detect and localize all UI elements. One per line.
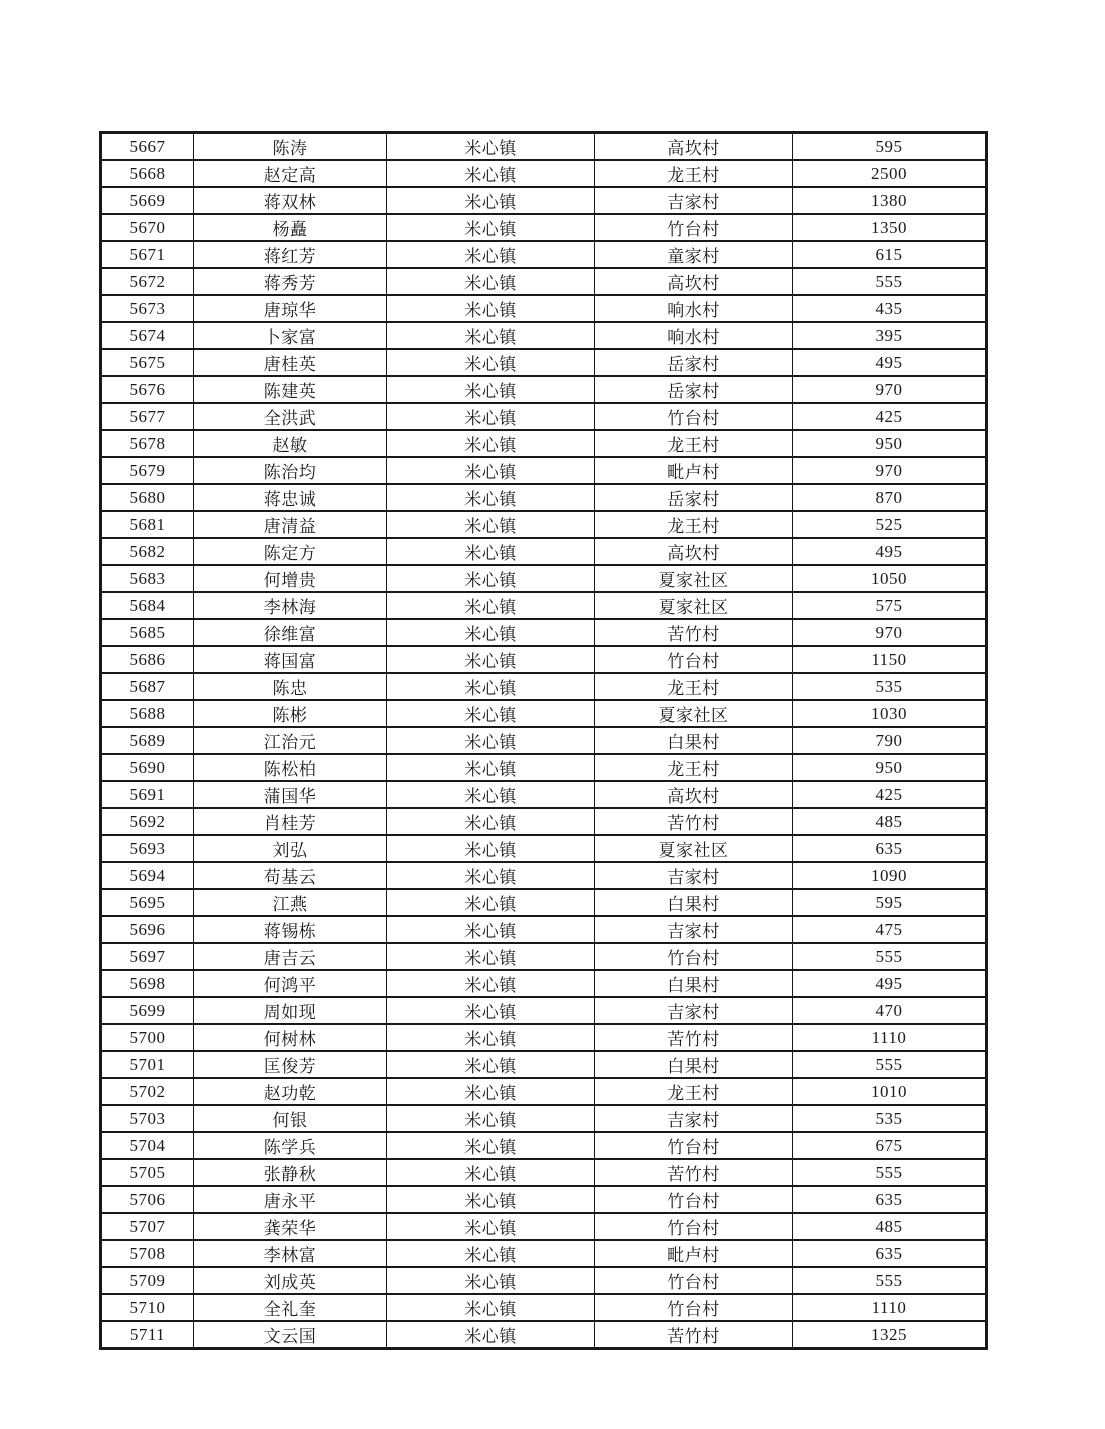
cell-town-name: 米心镇: [387, 754, 595, 781]
cell-amount: 1325: [793, 1321, 987, 1349]
cell-amount: 790: [793, 727, 987, 754]
cell-amount: 535: [793, 1105, 987, 1132]
cell-town-name: 米心镇: [387, 1294, 595, 1321]
table-row: [101, 1294, 987, 1321]
cell-village-name: 苦竹村: [595, 1321, 793, 1349]
pay-table-body: [101, 133, 987, 1349]
cell-person-name: 苟基云: [194, 862, 387, 889]
cell-amount: 635: [793, 1240, 987, 1267]
cell-village-name: 白果村: [595, 889, 793, 916]
cell-town-name: 米心镇: [387, 376, 595, 403]
cell-serial-number: 5671: [101, 241, 194, 268]
table-row: [101, 538, 987, 565]
cell-town-name: 米心镇: [387, 835, 595, 862]
cell-village-name: 苦竹村: [595, 1024, 793, 1051]
table-row: [101, 457, 987, 484]
cell-town-name: 米心镇: [387, 943, 595, 970]
cell-amount: 495: [793, 970, 987, 997]
table-row: [101, 835, 987, 862]
table-row: [101, 619, 987, 646]
table-row: [101, 484, 987, 511]
cell-town-name: 米心镇: [387, 1132, 595, 1159]
cell-person-name: 何树林: [194, 1024, 387, 1051]
cell-town-name: 米心镇: [387, 619, 595, 646]
cell-amount: 470: [793, 997, 987, 1024]
table-row: [101, 241, 987, 268]
cell-amount: 970: [793, 619, 987, 646]
cell-serial-number: 5676: [101, 376, 194, 403]
cell-person-name: 何鸿平: [194, 970, 387, 997]
cell-person-name: 唐吉云: [194, 943, 387, 970]
cell-person-name: 龚荣华: [194, 1213, 387, 1240]
cell-amount: 1380: [793, 187, 987, 214]
cell-amount: 2500: [793, 160, 987, 187]
cell-serial-number: 5672: [101, 268, 194, 295]
cell-amount: 615: [793, 241, 987, 268]
cell-town-name: 米心镇: [387, 1105, 595, 1132]
cell-person-name: 李林富: [194, 1240, 387, 1267]
cell-village-name: 吉家村: [595, 187, 793, 214]
cell-person-name: 江治元: [194, 727, 387, 754]
table-row: [101, 322, 987, 349]
cell-person-name: 蒋秀芳: [194, 268, 387, 295]
cell-serial-number: 5699: [101, 997, 194, 1024]
cell-serial-number: 5675: [101, 349, 194, 376]
cell-serial-number: 5674: [101, 322, 194, 349]
cell-amount: 495: [793, 538, 987, 565]
cell-serial-number: 5667: [101, 133, 194, 161]
cell-village-name: 夏家社区: [595, 565, 793, 592]
cell-person-name: 蒋红芳: [194, 241, 387, 268]
cell-serial-number: 5681: [101, 511, 194, 538]
cell-village-name: 夏家社区: [595, 835, 793, 862]
table-row: [101, 268, 987, 295]
cell-serial-number: 5692: [101, 808, 194, 835]
cell-serial-number: 5707: [101, 1213, 194, 1240]
cell-amount: 970: [793, 457, 987, 484]
cell-serial-number: 5695: [101, 889, 194, 916]
cell-village-name: 夏家社区: [595, 592, 793, 619]
cell-amount: 1150: [793, 646, 987, 673]
cell-person-name: 蒋锡栋: [194, 916, 387, 943]
cell-amount: 635: [793, 835, 987, 862]
payment-roster-table: [99, 131, 988, 1350]
cell-serial-number: 5685: [101, 619, 194, 646]
cell-serial-number: 5705: [101, 1159, 194, 1186]
cell-village-name: 龙王村: [595, 1078, 793, 1105]
cell-village-name: 岳家村: [595, 349, 793, 376]
table-row: [101, 727, 987, 754]
cell-village-name: 白果村: [595, 727, 793, 754]
cell-person-name: 陈学兵: [194, 1132, 387, 1159]
cell-town-name: 米心镇: [387, 214, 595, 241]
cell-town-name: 米心镇: [387, 1267, 595, 1294]
cell-serial-number: 5708: [101, 1240, 194, 1267]
cell-amount: 1350: [793, 214, 987, 241]
cell-amount: 1110: [793, 1024, 987, 1051]
cell-village-name: 白果村: [595, 1051, 793, 1078]
cell-serial-number: 5709: [101, 1267, 194, 1294]
cell-serial-number: 5679: [101, 457, 194, 484]
cell-town-name: 米心镇: [387, 700, 595, 727]
table-row: [101, 214, 987, 241]
cell-town-name: 米心镇: [387, 1321, 595, 1349]
table-row: [101, 403, 987, 430]
cell-town-name: 米心镇: [387, 241, 595, 268]
table-row: [101, 754, 987, 781]
cell-village-name: 响水村: [595, 322, 793, 349]
cell-amount: 555: [793, 1051, 987, 1078]
cell-amount: 555: [793, 1267, 987, 1294]
cell-amount: 595: [793, 133, 987, 161]
cell-serial-number: 5677: [101, 403, 194, 430]
cell-town-name: 米心镇: [387, 1051, 595, 1078]
cell-person-name: 陈松柏: [194, 754, 387, 781]
cell-person-name: 蒋忠诚: [194, 484, 387, 511]
cell-village-name: 竹台村: [595, 1186, 793, 1213]
cell-town-name: 米心镇: [387, 673, 595, 700]
cell-village-name: 竹台村: [595, 646, 793, 673]
table-row: [101, 1105, 987, 1132]
cell-village-name: 苦竹村: [595, 1159, 793, 1186]
cell-amount: 1050: [793, 565, 987, 592]
cell-person-name: 唐永平: [194, 1186, 387, 1213]
cell-serial-number: 5689: [101, 727, 194, 754]
table-row: [101, 1051, 987, 1078]
cell-village-name: 龙王村: [595, 160, 793, 187]
cell-person-name: 陈彬: [194, 700, 387, 727]
cell-person-name: 陈涛: [194, 133, 387, 161]
cell-amount: 485: [793, 808, 987, 835]
cell-town-name: 米心镇: [387, 862, 595, 889]
cell-amount: 555: [793, 943, 987, 970]
cell-person-name: 江燕: [194, 889, 387, 916]
table-row: [101, 430, 987, 457]
cell-serial-number: 5701: [101, 1051, 194, 1078]
cell-serial-number: 5704: [101, 1132, 194, 1159]
cell-town-name: 米心镇: [387, 349, 595, 376]
cell-town-name: 米心镇: [387, 295, 595, 322]
table-row: [101, 133, 987, 161]
cell-person-name: 刘弘: [194, 835, 387, 862]
cell-village-name: 童家村: [595, 241, 793, 268]
cell-serial-number: 5710: [101, 1294, 194, 1321]
cell-village-name: 苦竹村: [595, 808, 793, 835]
cell-town-name: 米心镇: [387, 1240, 595, 1267]
cell-amount: 425: [793, 781, 987, 808]
table-row: [101, 970, 987, 997]
cell-person-name: 赵定高: [194, 160, 387, 187]
table-row: [101, 1321, 987, 1349]
table-row: [101, 1267, 987, 1294]
cell-serial-number: 5691: [101, 781, 194, 808]
cell-village-name: 竹台村: [595, 214, 793, 241]
cell-person-name: 全洪武: [194, 403, 387, 430]
table-row: [101, 646, 987, 673]
cell-town-name: 米心镇: [387, 1186, 595, 1213]
cell-person-name: 杨矗: [194, 214, 387, 241]
cell-village-name: 白果村: [595, 970, 793, 997]
table-row: [101, 889, 987, 916]
cell-village-name: 龙王村: [595, 511, 793, 538]
cell-person-name: 肖桂芳: [194, 808, 387, 835]
cell-town-name: 米心镇: [387, 1213, 595, 1240]
cell-town-name: 米心镇: [387, 808, 595, 835]
cell-town-name: 米心镇: [387, 1159, 595, 1186]
cell-village-name: 高坎村: [595, 268, 793, 295]
cell-town-name: 米心镇: [387, 889, 595, 916]
cell-village-name: 竹台村: [595, 1132, 793, 1159]
cell-amount: 495: [793, 349, 987, 376]
cell-town-name: 米心镇: [387, 592, 595, 619]
cell-village-name: 毗卢村: [595, 457, 793, 484]
cell-serial-number: 5683: [101, 565, 194, 592]
cell-serial-number: 5680: [101, 484, 194, 511]
table-row: [101, 1240, 987, 1267]
cell-amount: 475: [793, 916, 987, 943]
cell-village-name: 高坎村: [595, 133, 793, 161]
cell-town-name: 米心镇: [387, 1024, 595, 1051]
cell-person-name: 周如现: [194, 997, 387, 1024]
table-row: [101, 808, 987, 835]
cell-person-name: 卜家富: [194, 322, 387, 349]
cell-amount: 970: [793, 376, 987, 403]
cell-serial-number: 5706: [101, 1186, 194, 1213]
cell-person-name: 张静秋: [194, 1159, 387, 1186]
cell-town-name: 米心镇: [387, 403, 595, 430]
cell-village-name: 竹台村: [595, 1267, 793, 1294]
cell-serial-number: 5668: [101, 160, 194, 187]
cell-serial-number: 5682: [101, 538, 194, 565]
cell-serial-number: 5688: [101, 700, 194, 727]
cell-amount: 525: [793, 511, 987, 538]
cell-village-name: 竹台村: [595, 1294, 793, 1321]
cell-town-name: 米心镇: [387, 565, 595, 592]
cell-person-name: 匡俊芳: [194, 1051, 387, 1078]
cell-serial-number: 5696: [101, 916, 194, 943]
cell-person-name: 何银: [194, 1105, 387, 1132]
cell-village-name: 吉家村: [595, 997, 793, 1024]
cell-person-name: 何增贵: [194, 565, 387, 592]
cell-village-name: 夏家社区: [595, 700, 793, 727]
table-row: [101, 862, 987, 889]
table-row: [101, 1213, 987, 1240]
cell-serial-number: 5694: [101, 862, 194, 889]
cell-amount: 425: [793, 403, 987, 430]
cell-town-name: 米心镇: [387, 646, 595, 673]
cell-village-name: 岳家村: [595, 484, 793, 511]
cell-town-name: 米心镇: [387, 430, 595, 457]
cell-amount: 1110: [793, 1294, 987, 1321]
cell-person-name: 刘成英: [194, 1267, 387, 1294]
cell-village-name: 高坎村: [595, 538, 793, 565]
cell-town-name: 米心镇: [387, 916, 595, 943]
cell-village-name: 高坎村: [595, 781, 793, 808]
cell-serial-number: 5703: [101, 1105, 194, 1132]
cell-person-name: 李林海: [194, 592, 387, 619]
cell-village-name: 竹台村: [595, 403, 793, 430]
cell-person-name: 文云国: [194, 1321, 387, 1349]
cell-amount: 535: [793, 673, 987, 700]
cell-serial-number: 5711: [101, 1321, 194, 1349]
cell-person-name: 赵功乾: [194, 1078, 387, 1105]
cell-town-name: 米心镇: [387, 511, 595, 538]
cell-village-name: 响水村: [595, 295, 793, 322]
cell-town-name: 米心镇: [387, 133, 595, 161]
cell-town-name: 米心镇: [387, 781, 595, 808]
cell-serial-number: 5690: [101, 754, 194, 781]
table-row: [101, 997, 987, 1024]
cell-person-name: 蒲国华: [194, 781, 387, 808]
cell-serial-number: 5678: [101, 430, 194, 457]
table-row: [101, 916, 987, 943]
cell-amount: 1010: [793, 1078, 987, 1105]
cell-town-name: 米心镇: [387, 322, 595, 349]
table-row: [101, 349, 987, 376]
table-row: [101, 1186, 987, 1213]
cell-person-name: 陈治均: [194, 457, 387, 484]
table-row: [101, 943, 987, 970]
table-row: [101, 1159, 987, 1186]
cell-person-name: 徐维富: [194, 619, 387, 646]
cell-serial-number: 5687: [101, 673, 194, 700]
table-row: [101, 160, 987, 187]
cell-person-name: 陈忠: [194, 673, 387, 700]
cell-town-name: 米心镇: [387, 457, 595, 484]
cell-village-name: 龙王村: [595, 430, 793, 457]
cell-serial-number: 5684: [101, 592, 194, 619]
cell-village-name: 竹台村: [595, 1213, 793, 1240]
cell-village-name: 龙王村: [595, 673, 793, 700]
cell-serial-number: 5702: [101, 1078, 194, 1105]
table-row: [101, 700, 987, 727]
table-row: [101, 1132, 987, 1159]
cell-amount: 575: [793, 592, 987, 619]
cell-serial-number: 5700: [101, 1024, 194, 1051]
table-row: [101, 295, 987, 322]
cell-town-name: 米心镇: [387, 160, 595, 187]
cell-person-name: 赵敏: [194, 430, 387, 457]
cell-town-name: 米心镇: [387, 1078, 595, 1105]
cell-serial-number: 5698: [101, 970, 194, 997]
cell-amount: 1030: [793, 700, 987, 727]
cell-village-name: 吉家村: [595, 916, 793, 943]
cell-town-name: 米心镇: [387, 997, 595, 1024]
cell-amount: 555: [793, 268, 987, 295]
cell-person-name: 陈建英: [194, 376, 387, 403]
cell-amount: 950: [793, 754, 987, 781]
cell-serial-number: 5693: [101, 835, 194, 862]
cell-person-name: 陈定方: [194, 538, 387, 565]
cell-person-name: 唐清益: [194, 511, 387, 538]
table-row: [101, 673, 987, 700]
cell-serial-number: 5673: [101, 295, 194, 322]
cell-amount: 675: [793, 1132, 987, 1159]
cell-amount: 595: [793, 889, 987, 916]
cell-village-name: 吉家村: [595, 1105, 793, 1132]
cell-amount: 485: [793, 1213, 987, 1240]
cell-person-name: 唐桂英: [194, 349, 387, 376]
table-row: [101, 565, 987, 592]
cell-serial-number: 5686: [101, 646, 194, 673]
cell-person-name: 蒋国富: [194, 646, 387, 673]
cell-serial-number: 5697: [101, 943, 194, 970]
cell-town-name: 米心镇: [387, 970, 595, 997]
cell-amount: 870: [793, 484, 987, 511]
cell-village-name: 岳家村: [595, 376, 793, 403]
table-row: [101, 592, 987, 619]
cell-amount: 395: [793, 322, 987, 349]
cell-person-name: 蒋双林: [194, 187, 387, 214]
table-row: [101, 376, 987, 403]
cell-town-name: 米心镇: [387, 484, 595, 511]
cell-village-name: 龙王村: [595, 754, 793, 781]
cell-village-name: 毗卢村: [595, 1240, 793, 1267]
cell-amount: 555: [793, 1159, 987, 1186]
table-row: [101, 511, 987, 538]
cell-village-name: 吉家村: [595, 862, 793, 889]
table-row: [101, 187, 987, 214]
cell-serial-number: 5669: [101, 187, 194, 214]
cell-amount: 950: [793, 430, 987, 457]
cell-village-name: 苦竹村: [595, 619, 793, 646]
table-row: [101, 781, 987, 808]
cell-person-name: 全礼奎: [194, 1294, 387, 1321]
table-row: [101, 1024, 987, 1051]
cell-town-name: 米心镇: [387, 187, 595, 214]
cell-town-name: 米心镇: [387, 538, 595, 565]
cell-town-name: 米心镇: [387, 268, 595, 295]
cell-village-name: 竹台村: [595, 943, 793, 970]
cell-amount: 435: [793, 295, 987, 322]
table-row: [101, 1078, 987, 1105]
cell-serial-number: 5670: [101, 214, 194, 241]
cell-amount: 635: [793, 1186, 987, 1213]
cell-amount: 1090: [793, 862, 987, 889]
cell-person-name: 唐琼华: [194, 295, 387, 322]
cell-town-name: 米心镇: [387, 727, 595, 754]
